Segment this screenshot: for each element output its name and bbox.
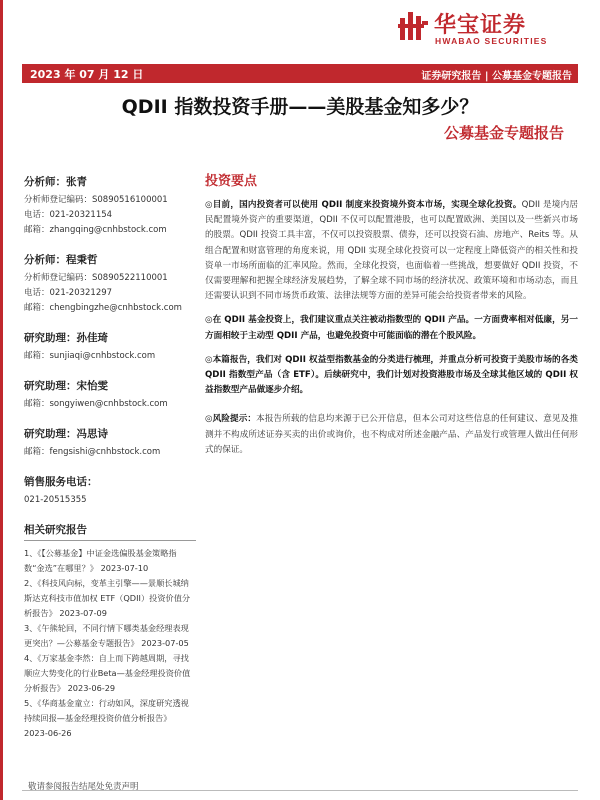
analyst-phone: 电话：021-20321297 <box>24 288 113 298</box>
assistant-block <box>24 378 196 412</box>
analyst-block <box>24 252 196 316</box>
related-report-item[interactable] <box>24 546 196 576</box>
related-report-date: 2023-07-09 <box>59 608 107 618</box>
key-point-paragraph <box>205 313 578 343</box>
key-point-body: QDII 是境内居民配置境外资产的重要渠道，QDII 不仅可以配置港股，也可以配置欧洲、美国以及一些新兴市场的股票。QDII 投资工具丰富，不仅可以投资股票、债券，还可以投资石油、房地产、Reits 等。从组合配置和财富管理的角度来说，用 QDII 实现全球化投资可以一定程度上降低资产的相关性和投资单一市场所面临的汇率风险。然而，全球化投资，也面临着一些挑战，想要做好 QDII 投资，不仅需要理解和把握全球经济发展趋势，了解全球不同市场的经济状况、政策环境和市场动态，而且还需要认识到不同市场货币政策、法律法规等方面的差异可能会给投资者带来的风险。 <box>205 200 578 302</box>
left-accent-bar <box>0 0 3 800</box>
bullet-icon: ◎ <box>205 315 213 326</box>
assistant-block <box>24 330 196 364</box>
risk-label: 风险提示： <box>212 414 257 425</box>
bullet-icon: ◎ <box>205 354 213 365</box>
bullet-icon: ◎ <box>205 414 213 425</box>
assistant-email[interactable]: 邮箱：fengsishi@cnhbstock.com <box>24 447 161 457</box>
report-subtitle: 公募基金专题报告 <box>443 124 564 142</box>
related-report-date: 2023-07-05 <box>141 638 189 648</box>
related-report-title: 5、《华商基金童立：行动如风，深度研究透视持续回报—基金经理投资价值分析报告》 <box>24 698 189 723</box>
analyst-email[interactable]: 邮箱：chengbingzhe@cnhbstock.com <box>24 303 182 313</box>
brand-logo-icon <box>398 12 430 40</box>
brand-logo <box>398 8 578 48</box>
analyst-email[interactable]: 邮箱：zhangqing@cnhbstock.com <box>24 225 167 235</box>
related-report-date: 2023-06-29 <box>67 683 116 693</box>
header-date-bar <box>22 64 578 83</box>
assistant-name: 研究助理：孙佳琦 <box>24 332 108 344</box>
assistant-name: 研究助理：宋怡雯 <box>24 380 108 392</box>
related-report-title: 2、《科技风向标，变革主引擎——景顺长城纳斯达克科技市值加权 ETF（QDII）投资价值分析报告》 <box>24 578 191 618</box>
analyst-name: 分析师：程秉哲 <box>24 254 98 266</box>
key-point-body: 我们对 QDII 权益型指数基金的分类进行梳理，并重点分析可投资于美股市场的各类 QDII 指数型产品（含 ETF）。后续研究中，我们计划对投资港股市场及全球其他区域的 QDII 权益指数型产品做逐步介绍。 <box>205 354 578 396</box>
analyst-block <box>24 174 196 238</box>
analyst-phone: 电话：021-20321154 <box>24 210 113 220</box>
related-report-item[interactable] <box>24 651 196 696</box>
disclaimer-note: 敬请参阅报告结尾处免责声明 <box>28 782 139 792</box>
key-point-lead: 目前，国内投资者可以使用 QDII 制度来投资境外资本市场，实现全球化投资。 <box>212 200 522 210</box>
sales-contact <box>24 474 196 508</box>
related-report-title: 3、《午熊轮回，不同行情下哪类基金经理表现更突出？—公募基金专题报告》 <box>24 623 189 648</box>
report-title: QDII 指数投资手册——美股基金知多少？ <box>121 96 479 118</box>
related-reports-heading: 相关研究报告 <box>24 522 196 541</box>
key-points-heading: 投资要点 <box>205 174 258 189</box>
assistant-name: 研究助理：冯思诗 <box>24 428 108 440</box>
key-point-paragraph <box>205 198 578 304</box>
related-report-date: 2023-06-26 <box>24 728 72 738</box>
key-point-paragraph <box>205 353 578 399</box>
key-point-body: 在 QDII 基金投资上，我们建议重点关注被动指数型的 QDII 产品。一方面费率相对低廉，另一方面相较于主动型 QDII 产品，也避免投资中可能面临的潜在个股风险。 <box>205 315 578 341</box>
key-point-lead: 本篇报告， <box>212 354 256 365</box>
assistant-email[interactable]: 邮箱：sunjiaqi@cnhbstock.com <box>24 351 156 361</box>
key-points-section <box>205 170 578 467</box>
related-report-item[interactable] <box>24 696 196 741</box>
sales-label: 销售服务电话： <box>24 476 98 488</box>
assistant-email[interactable]: 邮箱：songyiwen@cnhbstock.com <box>24 399 168 409</box>
report-date: 2023 年 07 月 12 日 <box>30 68 144 81</box>
risk-warning <box>205 412 578 458</box>
brand-name-en: HWABAO SECURITIES <box>435 36 548 46</box>
analyst-sidebar <box>24 174 196 741</box>
analyst-cert: 分析师登记编码：S0890522110001 <box>24 273 168 283</box>
brand-name-cn: 华宝证券 <box>434 13 527 38</box>
sales-phone: 021-20515355 <box>24 495 87 505</box>
analyst-name: 分析师：张青 <box>24 176 87 188</box>
related-report-item[interactable] <box>24 621 196 651</box>
analyst-cert: 分析师登记编码：S0890516100001 <box>24 195 168 205</box>
related-report-title: 4、《万家基金李然：自上而下跨越周期，寻找顺应大势变化的行业Beta—基金经理投资价值分析报告》 <box>24 653 191 693</box>
risk-text: 本报告所载的信息均来源于已公开信息，但本公司对这些信息的任何建议、意见及推测并不构成所述证券买卖的出价或询价，也不构成对所述金融产品、产品发行或管理人做出任何形式的保证。 <box>205 414 578 455</box>
report-category: 证券研究报告 | 公募基金专题报告 <box>421 71 572 82</box>
bullet-icon: ◎ <box>205 200 213 210</box>
related-report-title: 1、《【公募基金】中证金选偏股基金策略指数“金选”在哪里？》 <box>24 548 177 573</box>
assistant-block <box>24 426 196 460</box>
related-report-item[interactable] <box>24 576 196 621</box>
related-report-date: 2023-07-10 <box>100 563 149 573</box>
